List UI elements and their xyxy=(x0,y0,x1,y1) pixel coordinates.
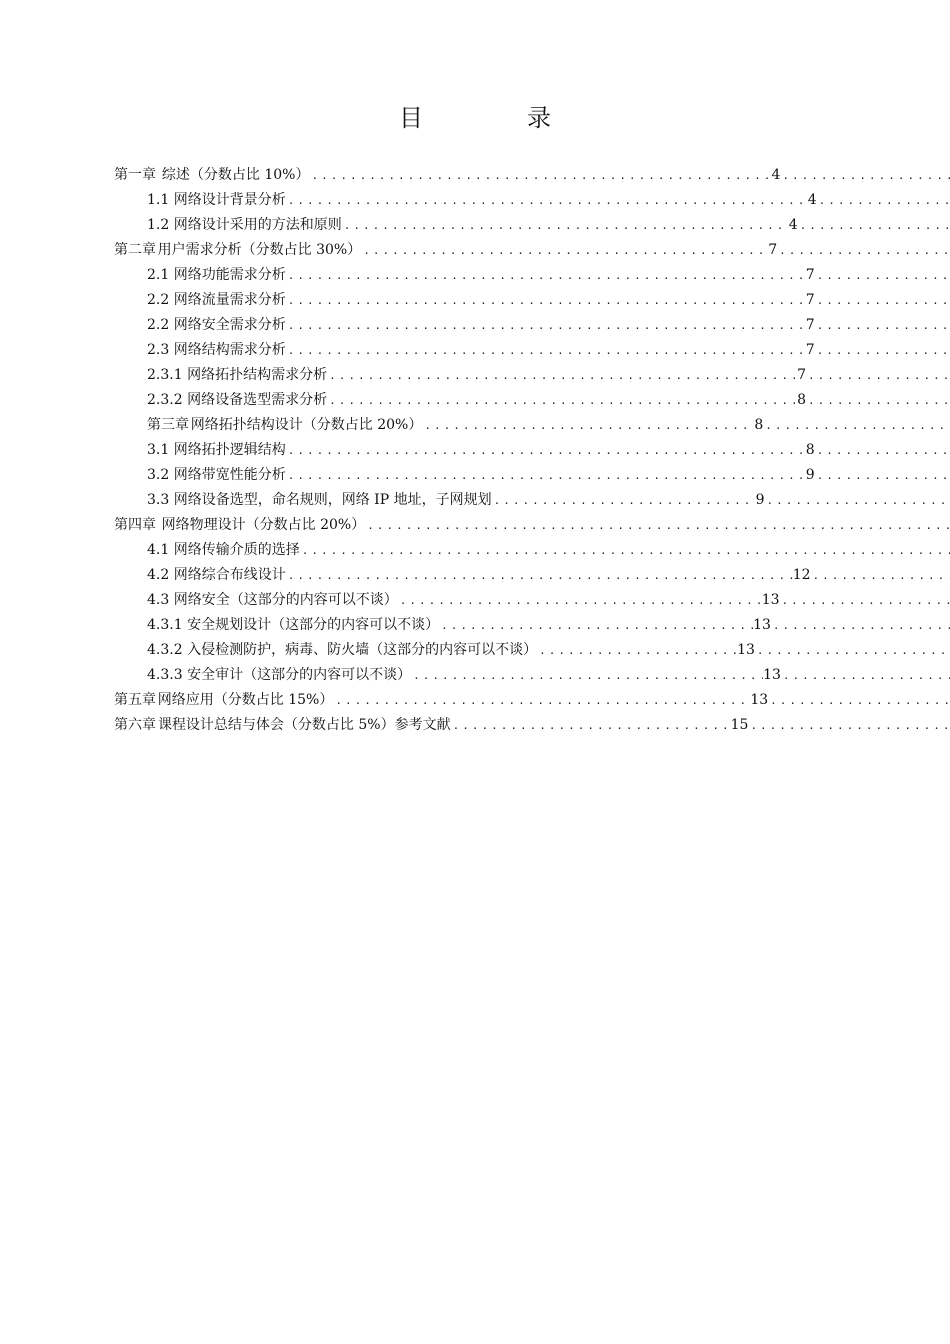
toc-leader-dots xyxy=(286,263,806,288)
toc-entry-text: 4.3.2 入侵检测防护，病毒、防火墙（这部分的内容可以不谈） xyxy=(147,642,538,658)
toc-entry-text: 2.2 网络安全需求分析 xyxy=(147,317,286,333)
toc-leader-dots xyxy=(777,238,950,263)
toc-leader-dots xyxy=(780,163,950,188)
toc-entry-page: 9 xyxy=(805,467,815,483)
toc-entry-text: 1.2 网络设计采用的方法和原则 xyxy=(147,217,342,233)
toc-entry-4-2[interactable] xyxy=(147,563,950,588)
toc-leader-dots xyxy=(798,213,950,238)
toc-entry-chapter-2[interactable] xyxy=(114,238,950,263)
toc-entry-page: 13 xyxy=(763,667,781,683)
toc-entry-prefix: 第三章 xyxy=(147,417,189,433)
toc-leader-dots xyxy=(768,688,950,713)
toc-entry-1-1[interactable] xyxy=(147,188,950,213)
toc-leader-dots xyxy=(286,313,806,338)
toc-leader-dots xyxy=(286,188,808,213)
toc-entry-page: 8 xyxy=(754,417,764,433)
toc-leader-dots xyxy=(780,588,950,613)
toc-leader-dots xyxy=(806,388,950,413)
toc-leader-dots xyxy=(815,313,950,338)
toc-leader-dots xyxy=(300,538,950,563)
toc-leader-dots xyxy=(815,338,950,363)
toc-entry-prefix: 第五章 xyxy=(114,692,156,708)
toc-entry-2-3[interactable] xyxy=(147,338,950,363)
toc-entry-page: 7 xyxy=(805,292,815,308)
toc-entry-2-2[interactable] xyxy=(147,288,950,313)
toc-entry-text: 4.3.1 安全规划设计（这部分的内容可以不谈） xyxy=(147,617,440,633)
toc-entry-2-2b[interactable] xyxy=(147,313,950,338)
toc-entry-text: 2.3.1 网络拓扑结构需求分析 xyxy=(147,367,328,383)
toc-leader-dots xyxy=(422,413,754,438)
toc-entry-4-3[interactable] xyxy=(147,588,950,613)
toc-entry-text: 3.2 网络带宽性能分析 xyxy=(147,467,286,483)
toc-leader-dots xyxy=(492,488,756,513)
toc-entry-prefix: 第一章 xyxy=(114,167,156,183)
toc-leader-dots xyxy=(781,663,950,688)
toc-entry-4-1[interactable] xyxy=(147,538,950,563)
toc-entry-chapter-5[interactable] xyxy=(114,688,950,713)
toc-entry-page: 13 xyxy=(761,592,780,608)
toc-entry-2-3-1[interactable] xyxy=(147,363,950,388)
toc-entry-page: 13 xyxy=(750,692,769,708)
toc-entry-page: 8 xyxy=(797,392,806,408)
toc-leader-dots xyxy=(361,238,768,263)
toc-leader-dots xyxy=(342,213,789,238)
toc-leader-dots xyxy=(309,163,771,188)
toc-entry-page: 7 xyxy=(797,367,806,383)
toc-entry-text: 课程设计总结与体会（分数占比 5%）参考文献 xyxy=(157,717,451,733)
toc-leader-dots xyxy=(327,363,797,388)
toc-entry-page: 4 xyxy=(771,167,781,183)
toc-entry-chapter-3[interactable] xyxy=(147,413,950,438)
toc-leader-dots xyxy=(815,263,950,288)
toc-entry-4-3-2[interactable] xyxy=(147,638,950,663)
toc-leader-dots xyxy=(333,688,750,713)
toc-entry-page: 7 xyxy=(768,242,778,258)
toc-entry-2-3-2[interactable] xyxy=(147,388,950,413)
toc-leader-dots xyxy=(537,638,737,663)
toc-entry-1-2[interactable] xyxy=(147,213,950,238)
toc-leader-dots xyxy=(763,413,950,438)
toc-entry-page: 13 xyxy=(753,617,771,633)
toc-entry-text: 1.1 网络设计背景分析 xyxy=(147,192,286,208)
toc-leader-dots xyxy=(286,288,806,313)
toc-leader-dots xyxy=(439,613,753,638)
toc-entry-4-3-3[interactable] xyxy=(147,663,950,688)
toc-entry-3-2[interactable] xyxy=(147,463,950,488)
toc-entry-chapter-1[interactable] xyxy=(114,163,950,188)
toc-entry-page: 15 xyxy=(730,717,749,733)
toc-entry-3-1[interactable] xyxy=(147,438,950,463)
toc-leader-dots xyxy=(811,563,950,588)
toc-leader-dots xyxy=(451,713,731,738)
toc-leader-dots xyxy=(815,463,950,488)
toc-entry-text: 用户需求分析（分数占比 30%） xyxy=(157,242,362,258)
toc-leader-dots xyxy=(815,288,950,313)
toc-leader-dots xyxy=(411,663,763,688)
toc-leader-dots xyxy=(398,588,762,613)
toc-entry-text: 综述（分数占比 10%） xyxy=(161,167,310,183)
toc-entry-text: 3.1 网络拓扑逻辑结构 xyxy=(147,442,286,458)
toc-entry-text: 4.3.3 安全审计（这部分的内容可以不谈） xyxy=(147,667,412,683)
toc-leader-dots xyxy=(286,563,793,588)
toc-entry-page: 7 xyxy=(805,342,815,358)
toc-leader-dots xyxy=(815,438,950,463)
toc-leader-dots xyxy=(327,388,797,413)
toc-leader-dots xyxy=(817,188,950,213)
toc-entry-page: 8 xyxy=(805,442,815,458)
toc-leader-dots xyxy=(771,613,950,638)
toc-entry-chapter-6[interactable] xyxy=(114,713,950,738)
toc-entry-page: 7 xyxy=(805,267,815,283)
toc-entry-text: 网络拓扑结构设计（分数占比 20%） xyxy=(190,417,423,433)
toc-entry-text: 4.1 网络传输介质的选择 xyxy=(147,542,300,558)
toc-entry-page: 12 xyxy=(792,567,811,583)
toc-leader-dots xyxy=(365,513,950,538)
toc-entry-page: 9 xyxy=(755,492,765,508)
toc-entry-page: 4 xyxy=(788,217,798,233)
toc-entry-text: 2.2 网络流量需求分析 xyxy=(147,292,286,308)
toc-entry-page: 13 xyxy=(737,642,755,658)
toc-entry-prefix: 第二章 xyxy=(114,242,156,258)
toc-entry-text: 网络应用（分数占比 15%） xyxy=(157,692,334,708)
toc-entry-3-3[interactable] xyxy=(147,488,950,513)
toc-entry-text: 3.3 网络设备选型，命名规则，网络 IP 地址，子网规划 xyxy=(147,492,492,508)
toc-entry-text: 2.3.2 网络设备选型需求分析 xyxy=(147,392,328,408)
toc-entry-text: 网络物理设计（分数占比 20%） xyxy=(161,517,366,533)
toc-leader-dots xyxy=(806,363,950,388)
toc-entry-text: 4.2 网络综合布线设计 xyxy=(147,567,286,583)
toc-leader-dots xyxy=(765,488,950,513)
toc-leader-dots xyxy=(286,463,806,488)
toc-leader-dots xyxy=(748,713,950,738)
toc-title: 目 录 xyxy=(399,104,591,132)
toc-entry-prefix: 第四章 xyxy=(114,517,156,533)
toc-leader-dots xyxy=(286,438,806,463)
toc-entry-text: 4.3 网络安全（这部分的内容可以不谈） xyxy=(147,592,398,608)
toc-entry-text: 2.3 网络结构需求分析 xyxy=(147,342,286,358)
toc-entry-2-1[interactable] xyxy=(147,263,950,288)
toc-entry-page: 7 xyxy=(805,317,815,333)
toc-leader-dots xyxy=(755,638,950,663)
toc-entry-chapter-4[interactable] xyxy=(114,513,950,538)
toc-entry-4-3-1[interactable] xyxy=(147,613,950,638)
toc-entry-page: 4 xyxy=(807,192,817,208)
toc-leader-dots xyxy=(286,338,806,363)
toc-entry-prefix: 第六章 xyxy=(114,717,156,733)
toc-entry-text: 2.1 网络功能需求分析 xyxy=(147,267,286,283)
